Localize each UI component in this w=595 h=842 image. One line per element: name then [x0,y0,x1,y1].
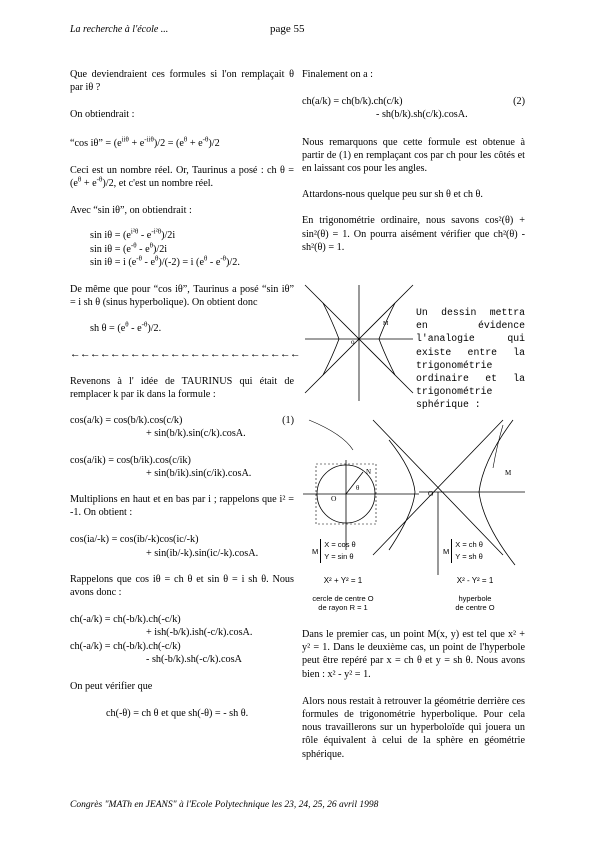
paragraph: Revenons à l' idée de TAURINUS qui était de remplacer k par ik dans la formule : [70,375,294,401]
point-label: M [312,546,319,556]
formula: ch(-a/k) = ch(-b/k).ch(-c/k) [70,640,181,652]
equation-number: (1) [282,415,294,427]
paragraph: Rappelons que cos iθ = ch θ et sin θ = i sh θ. Nous avons donc : [70,573,294,599]
formula-row [70,414,294,427]
formula: sh $\theta = (e^\theta - e^{-\theta})/2$. [90,321,162,335]
origin-label: o [351,338,355,346]
formula: sin iθ = i $(e^{-\theta} - e^\theta)/(-2) = i$ $(e^\theta - e^{-\theta})/2$. [90,254,240,268]
formula-row [302,95,525,108]
paragraph: En trigonométrie ordinaire, nous savons cos²(θ) + sin²(θ) = 1. On pourra aisément vérifier que ch²(θ) - sh²(θ) = 1. [302,215,525,253]
paragraph: Attardons-nous quelque peu sur sh θ et ch θ. [302,189,483,201]
footer: Congrès "MATh en JEANS" à l'Ecole Polytechnique les 23, 24, 25, 26 avril 1998 [70,800,379,810]
paragraph: Multiplions en haut et en bas par i ; rappelons que i² = -1. On obtient : [70,494,294,519]
right-column-bottom [302,628,525,761]
point-label: N [366,468,372,476]
paragraph: Avec “sin iθ”, on obtiendrait : [70,205,192,217]
hyperbola-system [443,539,483,563]
formula: + sin(b/k).sin(c/k).cosA. [146,428,246,440]
system: X = ch θ Y = sh θ [451,539,483,563]
paragraph: On peut vérifier que [70,681,153,693]
paragraph: Nous remarquons que cette formule est obtenue à partir de (1) en remplaçant cos par ch pour les côtés et en laissant cos pour les angles. [302,136,525,175]
hyperbola-caption: hyperbole de centre O [455,594,495,612]
running-header: La recherche à l'école ... [70,24,169,35]
formula: - sh(-b/k).sh(-c/k).cosA [146,653,242,665]
system: X = cos θ Y = sin θ [320,539,355,563]
circle-system [312,539,356,563]
point-label: M [443,546,450,556]
formula: ch(-θ) = ch θ et que sh(-θ) = - sh θ. [106,708,249,720]
formula: $\sin i\theta = (e^{i^2\theta} - e^{-i^2\theta})/2i$ [90,228,176,242]
left-column [70,68,300,721]
paragraph: Alors nous restait à retrouver la géométrie derrière ces formules de trigonométrie hyperbolique. Pour cela nous travaillerons sur un hyperboloïde qui jouera un rôle équivalent à celui de la sphère en géométrie sphérique. [302,695,525,760]
paragraph: Finalement on a : [302,69,374,80]
point-label: M [383,321,389,327]
formula: “cos iθ” = $(e^{ii\theta} + e^{-ii\theta})/2 = (e^\theta + e^{-\theta})/2$ [70,135,220,149]
formula: ch(-a/k) = ch(-b/k).ch(-c/k) [70,614,181,626]
formula: - sh(b/k).sh(c/k).cosA. [376,109,468,121]
paragraph: Que deviendraient ces formules si l'on remplaçait θ par iθ ? [70,69,294,94]
formula: cos(a/k) = cos(b/k).cos(c/k) [70,415,183,427]
page-number: page 55 [270,23,305,35]
paragraph: De même que pour “cos iθ”, Taurinus a posé “sin iθ” = i sh θ (sinus hyperbolique). On obtient donc [70,284,294,309]
circle-hyperbola-figure [303,400,525,620]
point-label: M [505,469,512,477]
formula: cos(ia/-k) = cos(ib/-k)cos(ic/-k) [70,534,199,546]
formula: $\sin i\theta = (e^{-\theta} - e^\theta)/2i$ [90,241,168,255]
angle-label: θ [356,484,360,492]
formula: ch(a/k) = ch(b/k).ch(c/k) [302,96,403,108]
paragraph: On obtiendrait : [70,109,135,121]
formula: cos(a/ik) = cos(b/ik).cos(c/ik) [70,454,191,466]
formula: + sin(ib/-k).sin(ic/-k).cosA. [146,547,259,559]
paragraph: Dans le premier cas, un point M(x, y) est tel que x² + y² = 1. Dans le deuxième cas, un point de l'hyperbole peut être repéré par x = ch θ et y = sh θ. Nous avons bien : x² - y² = 1. [302,629,525,680]
separator-arrows: ←←←←←←←←←←←←←←←←←←←←←←← [70,348,300,360]
origin-label: O [428,489,434,498]
paragraph: Ceci est un nombre réel. Or, Taurinus a posé : ch $\theta = (e^\theta + e^{-\theta})/2$, et c'est un nombre réel. [70,164,294,190]
figure-explanation: Un dessin mettra en évidence l'analogie qui existe entre la trigonométrie ordinaire et la trigonométrie sphérique : [416,307,525,411]
formula: + ish(-b/k).ish(-c/k).cosA. [146,627,253,639]
formula: + sin(b/ik).sin(c/ik).cosA. [146,467,252,479]
origin-label: O [331,494,337,503]
equation-number: (2) [513,96,525,108]
circle-equation: X² + Y² = 1 [323,576,363,585]
circle-caption: cercle de centre O de rayon R = 1 [312,594,374,612]
right-column [302,68,525,254]
small-hyperbola-figure [303,283,415,403]
hyperbola-equation: X² - Y² = 1 [456,576,494,585]
